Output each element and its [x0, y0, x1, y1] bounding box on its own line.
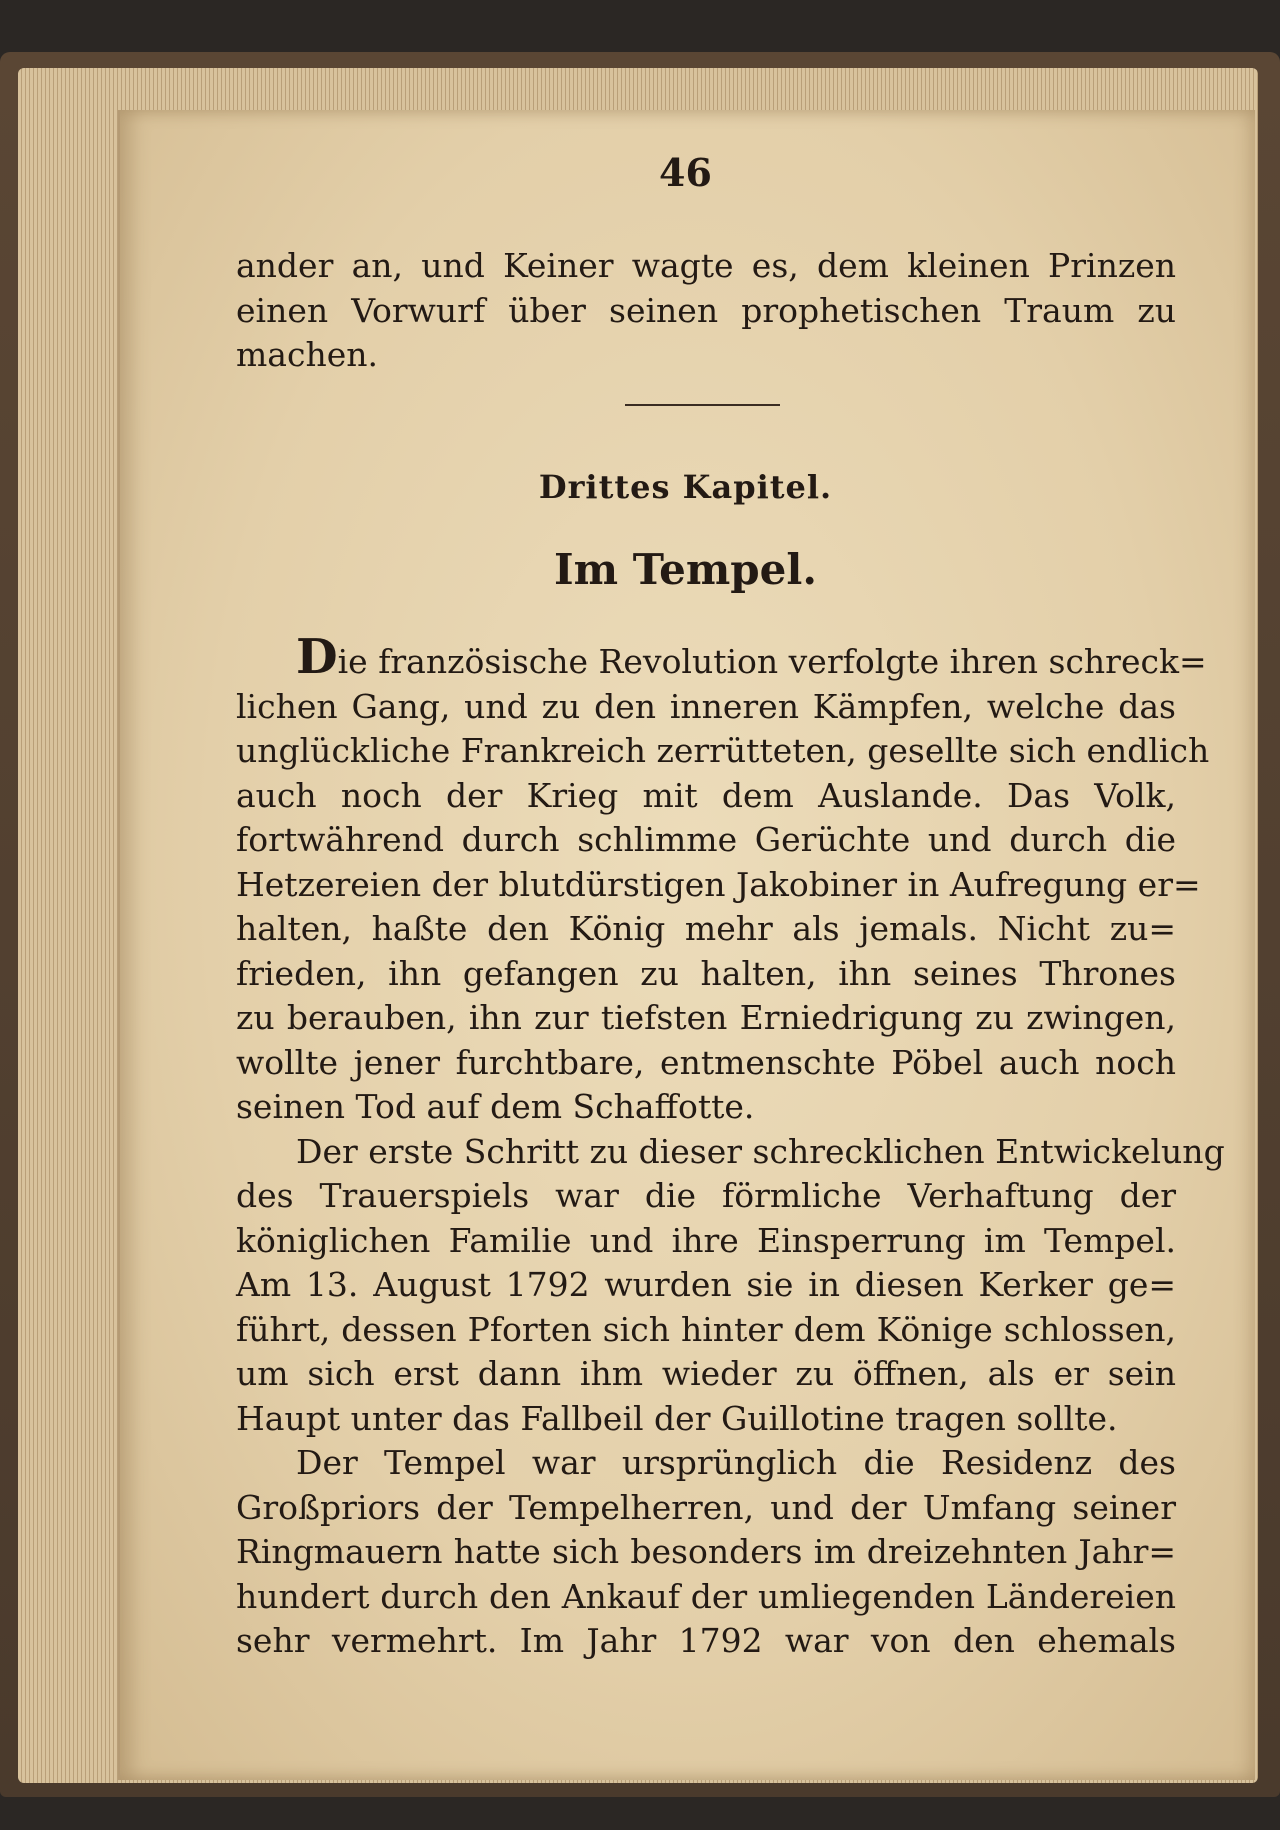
- text-line: Hetzereien der blutdürstigen Jakobiner in Aufregung er=: [236, 864, 1201, 904]
- text-line: frieden, ihn gefangen zu halten, ihn seines Thrones: [236, 953, 1176, 993]
- chapter-number: Drittes Kapitel.: [538, 468, 833, 506]
- text-line: zu berauben, ihn zur tiefsten Erniedrigung zu zwingen,: [236, 998, 1176, 1037]
- chapter-title: Im Tempel.: [554, 545, 817, 594]
- text-line: des Trauerspiels war die förmliche Verhaftung der: [236, 1176, 1176, 1215]
- opening-text: [236, 244, 1176, 378]
- text-line: Großpriors der Tempelherren, und der Umfang seiner: [236, 1487, 1176, 1527]
- page-number: 46: [659, 150, 712, 195]
- text-line: um sich erst dann ihm wieder zu öffnen, als er sein: [236, 1354, 1176, 1393]
- text-line: lichen Gang, und zu den inneren Kämpfen, welche das: [236, 686, 1176, 726]
- text-line: Ringmauern hatte sich besonders im dreizehnten Jahr=: [236, 1532, 1176, 1571]
- text-line: fortwährend durch schlimme Gerüchte und durch die: [236, 820, 1176, 859]
- text-line: einen Vorwurf über seinen prophetischen Traum zu: [236, 290, 1176, 330]
- section-divider: [625, 404, 780, 406]
- text-line: sehr vermehrt. Im Jahr 1792 war von den ehemals: [236, 1621, 1176, 1660]
- text-line: [236, 629, 1207, 685]
- text-line: Der Tempel war ursprünglich die Residenz des: [296, 1443, 1176, 1482]
- text-line: königlichen Familie und ihre Einsperrung im Tempel.: [236, 1220, 1176, 1260]
- text-line: Haupt unter das Fallbeil der Guillotine tragen sollte.: [236, 1398, 1118, 1438]
- text-line: auch noch der Krieg mit dem Auslande. Das Volk,: [236, 775, 1176, 815]
- text-line: führt, dessen Pforten sich hinter dem Könige schlossen,: [236, 1309, 1176, 1349]
- text-line: machen.: [236, 335, 378, 374]
- text-line: Am 13. August 1792 wurden sie in diesen Kerker ge=: [236, 1265, 1176, 1304]
- text-line: hundert durch den Ankauf der umliegenden Ländereien: [236, 1576, 1176, 1616]
- paragraph-1: [236, 629, 1225, 1664]
- text-line: ander an, und Keiner wagte es, dem kleinen Prinzen: [236, 246, 1176, 285]
- text-line: wollte jener furchtbare, entmenschte Pöbel auch noch: [236, 1042, 1176, 1082]
- drop-cap: D: [296, 629, 338, 685]
- text-line: seinen Tod auf dem Schaffotte.: [236, 1087, 755, 1126]
- text-line: unglückliche Frankreich zerrütteten, gesellte sich endlich: [236, 731, 1210, 770]
- text-fragment: ie französische Revolution verfolgte ihren schreck=: [337, 642, 1207, 681]
- text-line: halten, haßte den König mehr als jemals. Nicht zu=: [236, 909, 1176, 948]
- text-line: Der erste Schritt zu dieser schrecklichen Entwickelung: [296, 1131, 1225, 1171]
